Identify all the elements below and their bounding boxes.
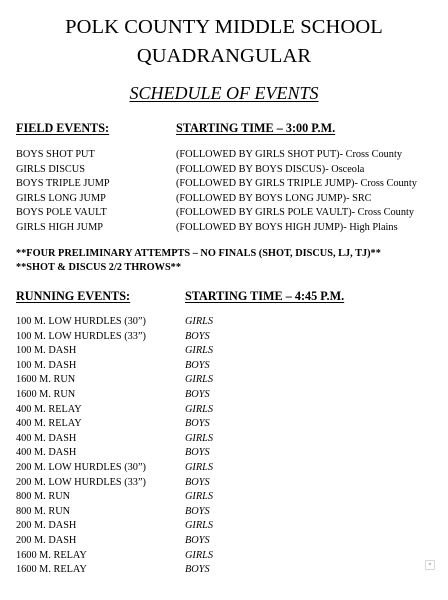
field-event-row	[16, 221, 446, 236]
running-event-row	[16, 519, 446, 534]
field-event-row	[16, 163, 446, 178]
running-event-row	[16, 315, 446, 330]
field-event-row	[16, 148, 446, 163]
running-event-gender: GIRLS	[185, 520, 214, 532]
running-event-gender: GIRLS	[185, 403, 214, 415]
running-event-row	[16, 344, 446, 359]
field-event-row	[16, 177, 446, 192]
running-event-name: 400 M. DASH	[16, 432, 77, 444]
running-event-row	[16, 490, 446, 505]
running-event-name: 1600 M. RELAY	[16, 564, 87, 576]
field-event-note: (FOLLOWED BY BOYS HIGH JUMP)- High Plains	[176, 222, 398, 233]
schedule-heading: SCHEDULE OF EVENTS	[129, 83, 319, 103]
document-title: POLK COUNTY MIDDLE SCHOOL	[65, 16, 383, 38]
running-event-gender: BOYS	[185, 476, 210, 488]
running-event-row	[16, 388, 446, 403]
field-event-name: BOYS TRIPLE JUMP	[16, 178, 110, 190]
field-event-name: BOYS SHOT PUT	[16, 149, 95, 160]
running-event-row	[16, 359, 446, 374]
running-event-name: 800 M. RUN	[16, 491, 71, 503]
running-event-gender: GIRLS	[185, 345, 214, 357]
running-events-header: RUNNING EVENTS:	[16, 289, 131, 303]
running-event-gender: GIRLS	[185, 462, 214, 473]
throws-note: **SHOT & DISCUS 2/2 THROWS**	[16, 262, 181, 273]
running-event-name: 400 M. DASH	[16, 447, 77, 459]
running-event-name: 100 M. DASH	[16, 359, 77, 371]
running-event-row	[16, 373, 446, 388]
running-event-row	[16, 505, 446, 520]
field-events-start-time: STARTING TIME – 3:00 P.M.	[176, 121, 336, 135]
page-corner-icon[interactable]: ▾	[425, 560, 435, 570]
running-event-name: 100 M. LOW HURDLES (33”)	[16, 330, 146, 342]
field-event-row	[16, 192, 446, 207]
field-events-header: FIELD EVENTS:	[16, 121, 110, 135]
running-event-row	[16, 403, 446, 418]
running-event-row	[16, 446, 446, 461]
attempts-note: **FOUR PRELIMINARY ATTEMPTS – NO FINALS (SHOT, DISCUS, LJ, TJ)**	[16, 248, 381, 259]
field-event-name: GIRLS HIGH JUMP	[16, 222, 103, 233]
running-event-gender: BOYS	[185, 389, 210, 400]
field-event-note: (FOLLOWED BY BOYS DISCUS)- Osceola	[176, 163, 365, 175]
running-event-name: 200 M. LOW HURDLES (30”)	[16, 462, 146, 473]
running-event-row	[16, 432, 446, 447]
field-event-note: (FOLLOWED BY GIRLS SHOT PUT)- Cross County	[176, 149, 402, 160]
running-event-name: 200 M. LOW HURDLES (33”)	[16, 476, 146, 488]
field-event-note: (FOLLOWED BY GIRLS TRIPLE JUMP)- Cross County	[176, 178, 417, 190]
running-event-name: 100 M. LOW HURDLES (30”)	[16, 316, 146, 327]
running-event-name: 1600 M. RELAY	[16, 549, 87, 561]
running-event-row	[16, 330, 446, 345]
running-event-gender: GIRLS	[185, 432, 214, 444]
running-event-gender: BOYS	[185, 330, 210, 342]
running-event-name: 1600 M. RUN	[16, 389, 76, 400]
running-event-gender: BOYS	[185, 564, 210, 576]
running-event-name: 400 M. RELAY	[16, 418, 82, 430]
field-event-name: GIRLS DISCUS	[16, 163, 85, 175]
field-event-note: (FOLLOWED BY BOYS LONG JUMP)- SRC	[176, 192, 372, 204]
running-event-gender: BOYS	[185, 447, 210, 459]
running-event-name: 200 M. DASH	[16, 520, 77, 532]
running-event-gender: BOYS	[185, 418, 210, 430]
running-event-gender: GIRLS	[185, 549, 214, 561]
running-event-gender: BOYS	[185, 505, 210, 517]
running-event-row	[16, 549, 446, 564]
field-event-name: GIRLS LONG JUMP	[16, 192, 106, 204]
running-event-row	[16, 534, 446, 549]
running-event-name: 400 M. RELAY	[16, 403, 82, 415]
running-event-name: 100 M. DASH	[16, 345, 77, 357]
running-event-name: 1600 M. RUN	[16, 374, 76, 386]
running-event-gender: GIRLS	[185, 316, 214, 327]
running-event-gender: GIRLS	[185, 374, 214, 386]
running-event-row	[16, 476, 446, 491]
running-event-row	[16, 461, 446, 476]
running-events-start-time: STARTING TIME – 4:45 P.M.	[185, 289, 345, 303]
running-event-name: 800 M. RUN	[16, 505, 71, 517]
running-event-gender: BOYS	[185, 535, 210, 546]
running-event-name: 200 M. DASH	[16, 535, 77, 546]
running-event-row	[16, 563, 446, 578]
field-event-note: (FOLLOWED BY GIRLS POLE VAULT)- Cross County	[176, 207, 414, 219]
document-title-line-2: QUADRANGULAR	[136, 45, 312, 67]
field-event-name: BOYS POLE VAULT	[16, 207, 107, 219]
field-event-row	[16, 206, 446, 221]
running-event-row	[16, 417, 446, 432]
running-event-gender: GIRLS	[185, 491, 214, 503]
running-event-gender: BOYS	[185, 359, 210, 371]
